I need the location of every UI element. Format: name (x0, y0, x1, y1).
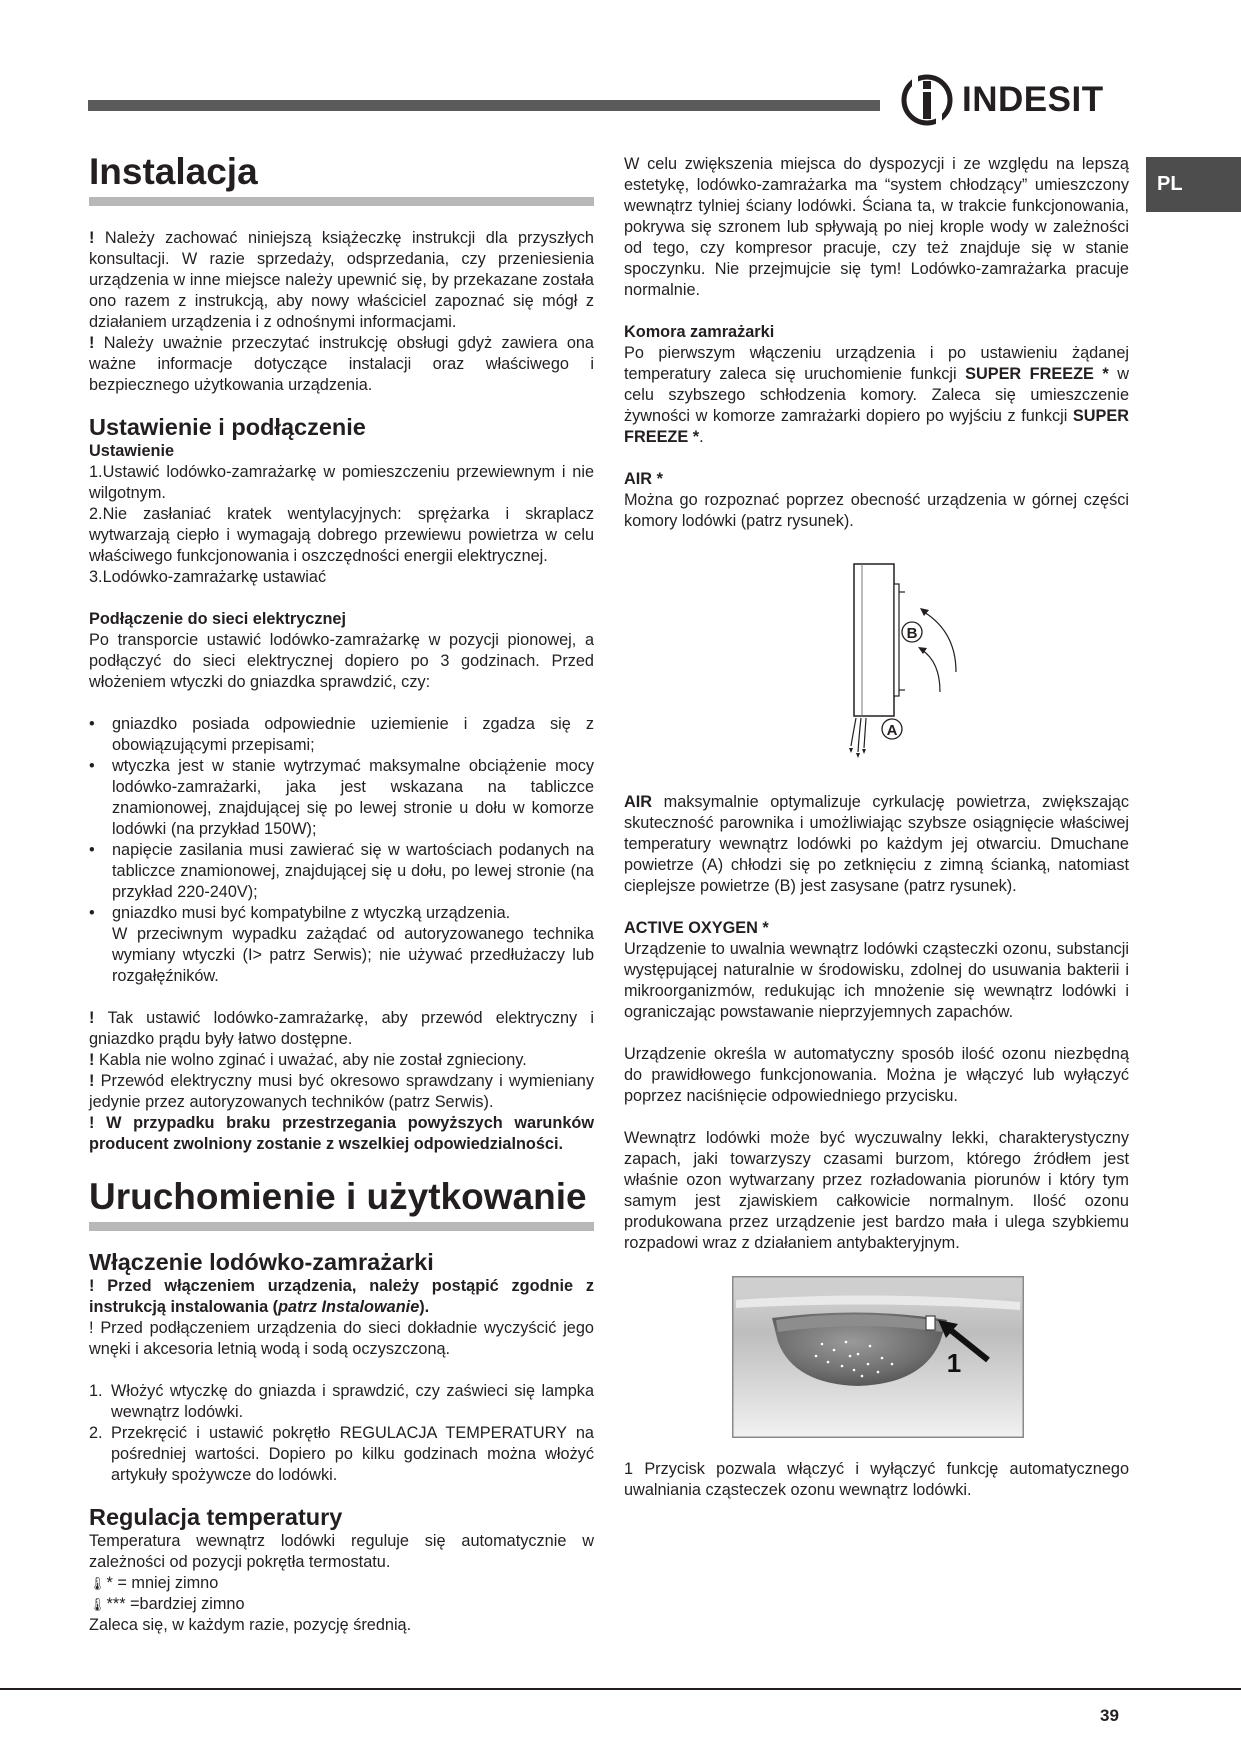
intro-paragraph-1: ! Należy zachować niniejszą książeczkę instrukcji dla przyszłych konsultacji. W razie sprzedaży, odsprzedania, czy przeniesienia urządzenia w inne miejsce należy upewnić się, by przekazane została ono razem z instrukcją, aby nowy właściciel zapoznać się mógł z działaniem urządzenia i z odnośnymi informacjami. (89, 229, 594, 331)
electric-checklist (89, 714, 594, 987)
thermometer-icon: 🌡 (89, 1576, 106, 1591)
temperature-max: 🌡*** =bardziej zimno (89, 1595, 245, 1613)
air-paragraph-1: Można go rozpoznać poprzez obecność urządzenia w górnej części komory lodówki (patrz rysunek). (624, 491, 1129, 530)
section-title-start-use: Uruchomienie i użytkowanie (89, 1177, 594, 1231)
heading-switch-on: Włączenie lodówko-zamrażarki (89, 1249, 434, 1275)
placement-step-1: 1.Ustawić lodówko-zamrażarkę w pomieszczeniu przewiewnym i nie wilgotnym. (89, 463, 594, 502)
placement-step-3: 3.Lodówko-zamrażarkę ustawiać (89, 568, 327, 586)
list-item: 2. Przekręcić i ustawić pokrętło REGULACJA TEMPERATURY na pośredniej wartości. Dopiero po kilku godzinach można włożyć artykuły spożywcze do lodówki. (89, 1424, 594, 1484)
page-number: 39 (1100, 1706, 1119, 1725)
indesit-logo-icon (900, 73, 954, 127)
footer-rule (0, 1688, 1241, 1690)
subheading-electric: Podłączenie do sieci elektrycznej (89, 610, 346, 628)
list-item: • wtyczka jest w stanie wytrzymać maksymalne obciążenie mocy lodówko-zamrażarki, jaka jest wskazana na tabliczce znamionowej, znajdującej się po lewej stronie u dołu w komorze lodówki (na przykład 150W); (89, 756, 594, 840)
electric-intro: Po transporcie ustawić lodówko-zamrażarkę w pozycji pionowej, a podłączyć do sieci elektrycznej dopiero po 3 godzinach. Przed włożeniem wtyczki do gniazdka sprawdzić, czy: (89, 631, 594, 691)
language-tab: PL (1146, 157, 1241, 212)
header-rule (88, 100, 880, 111)
list-item: • gniazdko posiada odpowiednie uziemienie i zgadza się z obowiązującymi przepisami; (89, 714, 594, 756)
label-b: B (906, 625, 918, 642)
switch-warning: ! Przed włączeniem urządzenia, należy postąpić zgodnie z instrukcją instalowania (patrz Instalowanie). (89, 1277, 594, 1316)
section-title-installation: Instalacja (89, 152, 594, 206)
warning-inspection: ! Przewód elektryczny musi być okresowo sprawdzany i wymieniany jedynie przez autoryzowanych techników (patrz Serwis). (89, 1072, 594, 1111)
subheading-freezer: Komora zamrażarki (624, 323, 775, 341)
air-diagram (806, 562, 966, 772)
cooling-system-paragraph: W celu zwiększenia miejsca do dyspozycji i ze względu na lepszą estetykę, lodówko-zamrażarka ma “system chłodzący” umieszczony wewnątrz tylniej ściany lodówki. Ściana ta, w trakcie funkcjonowania, pokrywa się szronem lub spływają po niej krople wody w zależności od tego, czy kompresor pracuje, czy też znajduje się w stanie spoczynku. Nie przejmujcie się tym! Lodówko-zamrażarka pracuje normalnie. (624, 155, 1129, 299)
list-item: 1. Włożyć wtyczkę do gniazda i sprawdzić, czy zaświeci się lampka wewnątrz lodówki. (89, 1382, 594, 1421)
switch-steps (89, 1381, 594, 1486)
freezer-paragraph: Po pierwszym włączeniu urządzenia i po ustawieniu żądanej temperatury zaleca się uruchomienie funkcji SUPER FREEZE * w celu szybszego schłodzenia komory. Zaleca się umieszczenie żywności w komorze zamrażarki dopiero po wyjściu z funkcji SUPER FREEZE *. (624, 344, 1129, 446)
temperature-recommendation: Zaleca się, w każdym razie, pozycję średnią. (89, 1616, 412, 1634)
ozone-button-photo (732, 1276, 1024, 1438)
left-column (89, 152, 594, 1636)
subheading-air: AIR * (624, 470, 663, 488)
air-paragraph-2: AIR maksymalnie optymalizuje cyrkulację powietrza, zwiększając skuteczność parownika i umożliwiając szybsze osiągnięcie właściwej temperatury wewnątrz lodówki po każdym jej otwarciu. Dmuchane powietrze (A) chłodzi się po zetknięciu z zimną ścianką, natomiast cieplejsze powietrze (B) jest zasysane (patrz rysunek). (624, 793, 1129, 895)
placement-step-2: 2.Nie zasłaniać kratek wentylacyjnych: sprężarka i skraplacz wytwarzają ciepło i wymagają dobrego przewiewu powietrza w celu właściwego funkcjonowania i oszczędności energii elektrycznej. (89, 505, 594, 565)
temperature-min: 🌡* = mniej zimno (89, 1574, 219, 1592)
heading-placement-connection: Ustawienie i podłączenie (89, 414, 366, 440)
subheading-placement: Ustawienie (89, 442, 175, 460)
subheading-active-oxygen: ACTIVE OXYGEN * (624, 919, 769, 937)
brand-name: INDESIT (962, 80, 1104, 119)
warning-access: ! Tak ustawić lodówko-zamrażarkę, aby przewód elektryczny i gniazdko prądu były łatwo dostępne. (89, 1009, 594, 1048)
warning-liability: ! W przypadku braku przestrzegania powyższych warunków producent zwolniony zostanie z wszelkiej odpowiedzialności. (89, 1114, 594, 1153)
warning-cable: ! Kabla nie wolno zginać i uważać, aby nie został zgnieciony. (89, 1051, 527, 1069)
brand-logo (900, 70, 1104, 130)
heading-temperature: Regulacja temperatury (89, 1504, 343, 1530)
oxygen-paragraph-3: Wewnątrz lodówki może być wyczuwalny lekki, charakterystyczny zapach, jaki towarzyszy czasami burzom, którego źródłem jest właśnie ozon wytwarzany przez rozładowania piorunów i który tym samym jest zjawiskiem całkowicie normalnym. Ilość ozonu produkowana przez urządzenie jest bardzo mała i ulega szybkiemu rozpadowi wraz z działaniem antybakteryjnym. (624, 1129, 1129, 1252)
oxygen-paragraph-2: Urządzenie określa w automatyczny sposób ilość ozonu niezbędną do prawidłowego funkcjonowania. Można je włączyć lub wyłączyć poprzez naciśnięcie odpowiedniego przycisku. (624, 1045, 1129, 1105)
right-column (624, 154, 1129, 1501)
label-1: 1 (946, 1348, 962, 1378)
intro-paragraph-2: ! Należy uważnie przeczytać instrukcję obsługi gdyż zawiera ona ważne informacje dotyczące instalacji oraz właściwego i bezpiecznego użytkowania urządzenia. (89, 334, 594, 394)
oxygen-paragraph-1: Urządzenie to uwalnia wewnątrz lodówki cząsteczki ozonu, substancji występującej naturalnie w środowisku, zdolnej do usuwania bakterii i mikroorganizmów, redukując ich mnożenie się wewnątrz lodówki i ograniczając powstawanie nieprzyjemnych zapachów. (624, 940, 1129, 1021)
label-a: A (886, 722, 898, 739)
list-item: • gniazdko musi być kompatybilne z wtyczką urządzenia. W przeciwnym wypadku zażądać od autoryzowanego technika wymiany wtyczki (I> patrz Serwis); nie używać przedłużaczy lub rozgałęźników. (89, 903, 594, 987)
switch-cleaning: ! Przed podłączeniem urządzenia do sieci dokładnie wyczyścić jego wnęki i akcesoria letnią wodą i sodą oczyszczoną. (89, 1319, 594, 1358)
thermometer-icon: 🌡 (89, 1597, 106, 1612)
figure-caption: 1 Przycisk pozwala włączyć i wyłączyć funkcję automatycznego uwalniania cząsteczek ozonu wewnątrz lodówki. (624, 1460, 1129, 1499)
list-item: • napięcie zasilania musi zawierać się w wartościach podanych na tabliczce znamionowej, znajdującej się u dołu, po lewej stronie (na przykład 220-240V); (89, 840, 594, 903)
temperature-text: Temperatura wewnątrz lodówki reguluje się automatycznie w zależności od pozycji pokrętła termostatu. (89, 1532, 594, 1571)
